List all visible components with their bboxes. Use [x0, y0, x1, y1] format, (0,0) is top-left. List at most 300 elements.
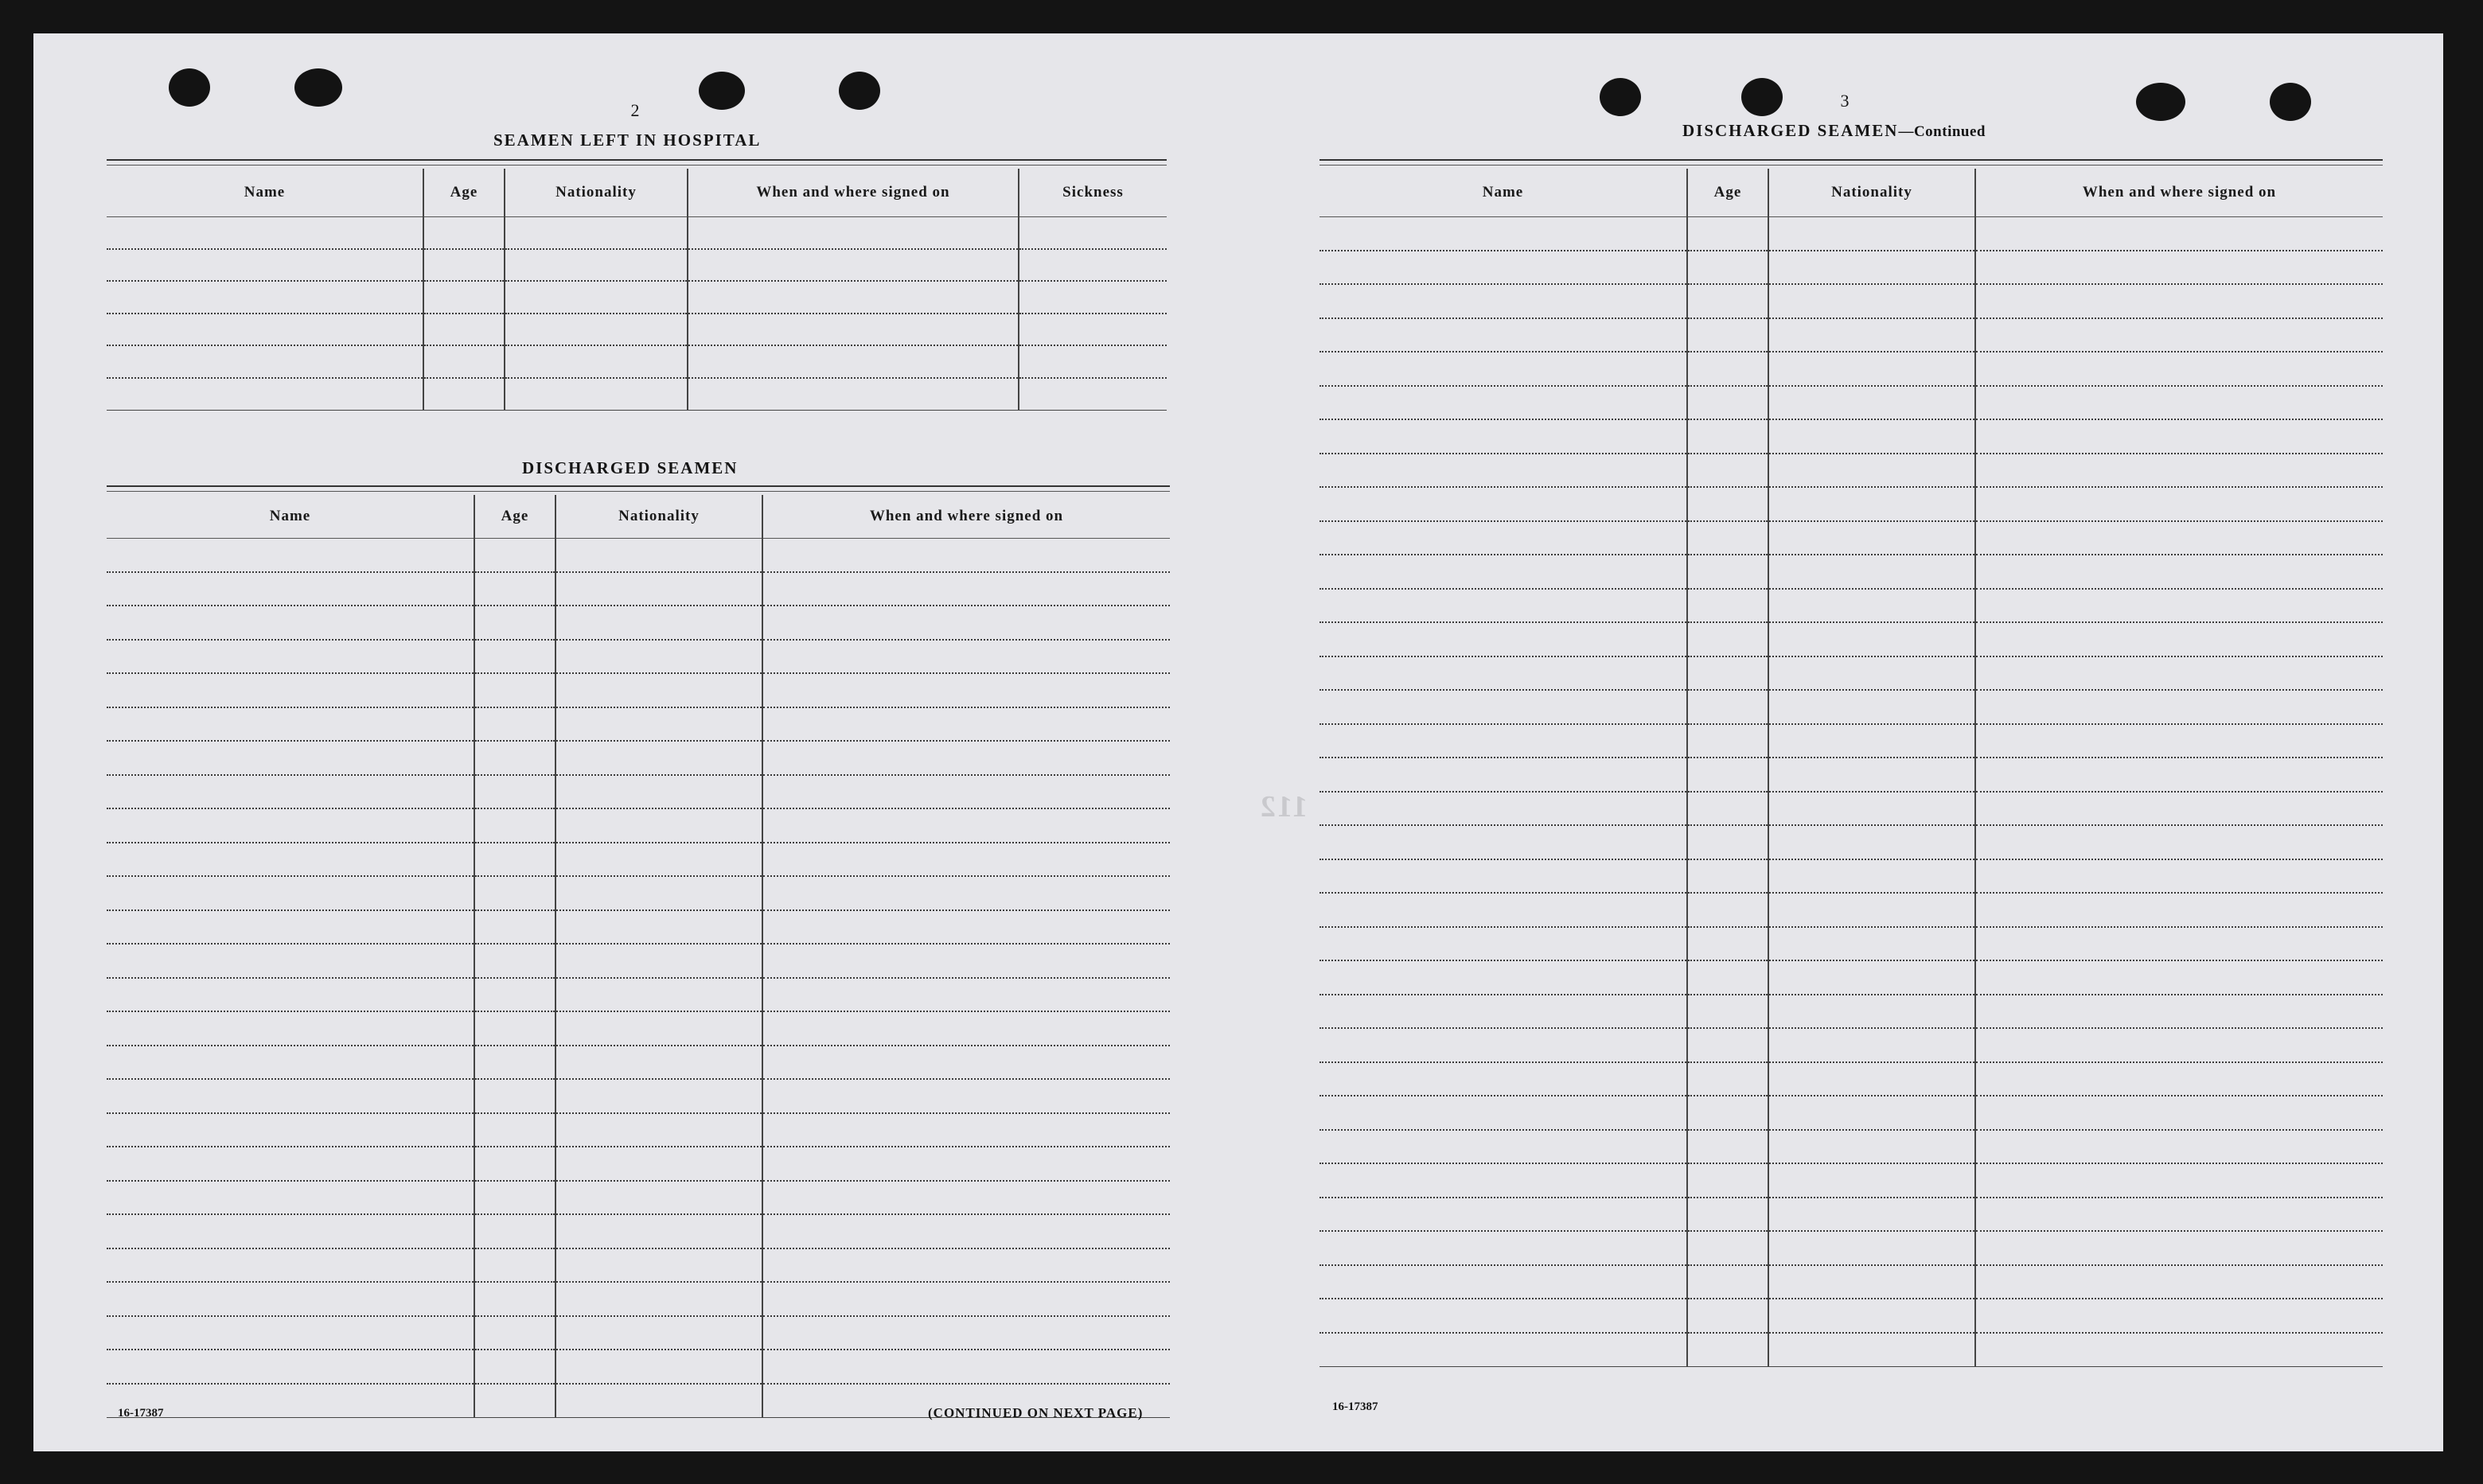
blank-cell — [762, 673, 1170, 707]
blank-cell — [1975, 1198, 2383, 1232]
blank-cell — [1975, 1333, 2383, 1367]
table-row — [107, 1248, 1170, 1283]
discharged-top-rule — [107, 485, 1170, 487]
table-row — [1319, 419, 2383, 454]
table-row — [107, 944, 1170, 978]
blank-cell — [1019, 314, 1167, 346]
blank-cell — [107, 281, 423, 314]
blank-cell — [1319, 1130, 1687, 1164]
blank-cell — [1975, 1299, 2383, 1333]
table-row — [1319, 284, 2383, 318]
column-header-nationality: Nationality — [505, 169, 688, 216]
blank-cell — [1319, 1299, 1687, 1333]
blank-cell — [1319, 758, 1687, 792]
blank-cell — [1975, 352, 2383, 386]
table-row — [107, 1316, 1170, 1350]
blank-cell — [762, 538, 1170, 572]
blank-cell — [1319, 1333, 1687, 1367]
table-row — [107, 741, 1170, 775]
blank-cell — [1319, 487, 1687, 521]
discharged-table — [107, 495, 1170, 1418]
blank-cell — [1768, 893, 1975, 927]
blank-cell — [474, 1384, 555, 1418]
blank-cell — [1319, 1163, 1687, 1198]
blank-cell — [1687, 927, 1768, 961]
table-row — [1319, 521, 2383, 555]
blank-cell — [1768, 1163, 1975, 1198]
blank-cell — [1019, 216, 1167, 249]
blank-cell — [762, 572, 1170, 606]
blank-cell — [1319, 927, 1687, 961]
blank-cell — [555, 1011, 762, 1046]
right-top-rule-thin — [1319, 165, 2383, 166]
blank-cell — [1768, 656, 1975, 691]
punch-hole — [2136, 83, 2185, 121]
blank-cell — [762, 843, 1170, 877]
table-row — [107, 1282, 1170, 1316]
table-row — [107, 707, 1170, 742]
blank-cell — [688, 345, 1019, 378]
blank-cell — [474, 1113, 555, 1147]
blank-cell — [474, 808, 555, 843]
blank-cell — [1319, 960, 1687, 995]
table-row — [107, 843, 1170, 877]
punch-hole — [1600, 78, 1641, 116]
punch-hole — [294, 68, 342, 107]
blank-cell — [555, 1181, 762, 1215]
blank-cell — [1768, 927, 1975, 961]
blank-cell — [1687, 1333, 1768, 1367]
blank-cell — [762, 640, 1170, 674]
blank-cell — [107, 572, 474, 606]
blank-cell — [1687, 758, 1768, 792]
blank-cell — [1768, 1265, 1975, 1299]
table-row — [107, 775, 1170, 809]
blank-cell — [1768, 352, 1975, 386]
blank-cell — [1975, 758, 2383, 792]
table-row — [107, 876, 1170, 910]
table-row — [107, 314, 1167, 346]
blank-cell — [474, 1282, 555, 1316]
blank-cell — [762, 1248, 1170, 1283]
blank-cell — [555, 1350, 762, 1384]
blank-cell — [1687, 1299, 1768, 1333]
blank-cell — [762, 1282, 1170, 1316]
column-header-nationality: Nationality — [555, 495, 762, 538]
table-row — [1319, 1096, 2383, 1130]
blank-cell — [555, 673, 762, 707]
blank-cell — [1687, 825, 1768, 859]
right-form-number: 16-17387 — [1332, 1400, 1378, 1413]
blank-cell — [1319, 1062, 1687, 1096]
blank-cell — [1975, 927, 2383, 961]
blank-cell — [107, 216, 423, 249]
table-row — [1319, 927, 2383, 961]
blank-cell — [1319, 1028, 1687, 1062]
blank-cell — [423, 281, 505, 314]
blank-cell — [762, 808, 1170, 843]
blank-cell — [1768, 1299, 1975, 1333]
column-header-sickness: Sickness — [1019, 169, 1167, 216]
blank-cell — [1975, 555, 2383, 589]
table-row — [1319, 589, 2383, 623]
blank-cell — [1687, 1130, 1768, 1164]
hospital-section-title: SEAMEN LEFT IN HOSPITAL — [493, 130, 762, 150]
blank-cell — [1975, 1231, 2383, 1265]
blank-cell — [474, 707, 555, 742]
table-row — [107, 640, 1170, 674]
blank-cell — [1975, 251, 2383, 285]
blank-cell — [1768, 521, 1975, 555]
table-row — [107, 1113, 1170, 1147]
blank-cell — [1975, 1163, 2383, 1198]
blank-cell — [1019, 378, 1167, 411]
blank-cell — [762, 1214, 1170, 1248]
blank-cell — [107, 978, 474, 1012]
table-row — [1319, 1231, 2383, 1265]
blank-cell — [1319, 555, 1687, 589]
blank-cell — [1319, 1198, 1687, 1232]
blank-cell — [107, 707, 474, 742]
blank-cell — [1319, 995, 1687, 1029]
blank-cell — [1768, 1231, 1975, 1265]
blank-cell — [1975, 724, 2383, 758]
blank-cell — [762, 775, 1170, 809]
table-row — [1319, 825, 2383, 859]
blank-cell — [474, 673, 555, 707]
table-row — [1319, 1130, 2383, 1164]
blank-cell — [1687, 1096, 1768, 1130]
blank-cell — [1687, 1028, 1768, 1062]
blank-cell — [1687, 386, 1768, 420]
blank-cell — [762, 910, 1170, 945]
blank-cell — [1768, 724, 1975, 758]
table-row — [1319, 1163, 2383, 1198]
blank-cell — [107, 944, 474, 978]
blank-cell — [1319, 1265, 1687, 1299]
blank-cell — [107, 876, 474, 910]
blank-cell — [1687, 454, 1768, 488]
bleed-through-text: 112 — [1259, 790, 1308, 824]
blank-cell — [1319, 792, 1687, 826]
blank-cell — [505, 314, 688, 346]
table-row — [107, 345, 1167, 378]
blank-cell — [1768, 995, 1975, 1029]
blank-cell — [1319, 622, 1687, 656]
table-row — [107, 1181, 1170, 1215]
blank-cell — [1975, 216, 2383, 251]
blank-cell — [423, 216, 505, 249]
blank-cell — [688, 378, 1019, 411]
blank-cell — [555, 707, 762, 742]
blank-cell — [1975, 487, 2383, 521]
blank-cell — [1687, 1265, 1768, 1299]
blank-cell — [1975, 521, 2383, 555]
blank-cell — [555, 978, 762, 1012]
blank-cell — [1975, 1130, 2383, 1164]
blank-cell — [107, 1079, 474, 1113]
blank-cell — [1687, 724, 1768, 758]
table-row — [107, 1214, 1170, 1248]
blank-cell — [107, 1350, 474, 1384]
hospital-table — [107, 169, 1167, 411]
blank-cell — [1768, 1028, 1975, 1062]
blank-cell — [1768, 589, 1975, 623]
blank-cell — [1687, 656, 1768, 691]
blank-cell — [1768, 386, 1975, 420]
blank-cell — [474, 1316, 555, 1350]
blank-cell — [555, 1113, 762, 1147]
blank-cell — [1319, 859, 1687, 894]
blank-cell — [1319, 893, 1687, 927]
blank-cell — [555, 775, 762, 809]
discharged-continued-title — [1682, 121, 1986, 141]
blank-cell — [762, 1079, 1170, 1113]
blank-cell — [762, 1011, 1170, 1046]
blank-cell — [555, 910, 762, 945]
table-row — [1319, 487, 2383, 521]
blank-cell — [1319, 1096, 1687, 1130]
blank-cell — [474, 1181, 555, 1215]
punch-hole — [2270, 83, 2311, 121]
blank-cell — [1975, 386, 2383, 420]
blank-cell — [1319, 454, 1687, 488]
blank-cell — [1687, 251, 1768, 285]
blank-cell — [1975, 995, 2383, 1029]
blank-cell — [1687, 690, 1768, 724]
blank-cell — [1687, 284, 1768, 318]
table-row — [1319, 1028, 2383, 1062]
blank-cell — [555, 538, 762, 572]
blank-cell — [1319, 251, 1687, 285]
blank-cell — [107, 1113, 474, 1147]
blank-cell — [474, 572, 555, 606]
blank-cell — [107, 1147, 474, 1181]
blank-cell — [1319, 284, 1687, 318]
table-row — [107, 281, 1167, 314]
table-row — [107, 538, 1170, 572]
blank-cell — [1687, 792, 1768, 826]
blank-cell — [107, 910, 474, 945]
blank-cell — [1687, 1163, 1768, 1198]
blank-cell — [1768, 825, 1975, 859]
discharged-continued-title-main: DISCHARGED SEAMEN — [1682, 121, 1899, 140]
blank-cell — [1975, 960, 2383, 995]
hospital-top-rule-thin — [107, 165, 1167, 166]
blank-cell — [555, 1384, 762, 1418]
blank-cell — [107, 249, 423, 282]
right-page-number: 3 — [1840, 91, 1850, 111]
blank-cell — [688, 216, 1019, 249]
blank-cell — [1319, 589, 1687, 623]
blank-cell — [423, 314, 505, 346]
continued-label: —Continued — [1898, 123, 1986, 140]
blank-cell — [1975, 656, 2383, 691]
blank-cell — [762, 1147, 1170, 1181]
blank-cell — [1687, 352, 1768, 386]
blank-cell — [1768, 419, 1975, 454]
blank-cell — [423, 378, 505, 411]
blank-cell — [555, 1046, 762, 1080]
blank-cell — [1975, 1265, 2383, 1299]
blank-cell — [1975, 589, 2383, 623]
blank-cell — [1319, 1231, 1687, 1265]
blank-cell — [762, 1046, 1170, 1080]
table-row — [1319, 454, 2383, 488]
blank-cell — [762, 707, 1170, 742]
table-row — [1319, 1265, 2383, 1299]
blank-cell — [474, 910, 555, 945]
blank-cell — [107, 775, 474, 809]
punch-hole — [699, 72, 745, 110]
column-header-signed-on: When and where signed on — [1975, 169, 2383, 216]
table-row — [1319, 893, 2383, 927]
table-row — [1319, 555, 2383, 589]
blank-cell — [1768, 1333, 1975, 1367]
blank-cell — [762, 741, 1170, 775]
table-row — [107, 249, 1167, 282]
blank-cell — [474, 640, 555, 674]
blank-cell — [688, 249, 1019, 282]
table-row — [107, 910, 1170, 945]
table-row — [1319, 1062, 2383, 1096]
blank-cell — [107, 1011, 474, 1046]
blank-cell — [555, 741, 762, 775]
blank-cell — [1019, 345, 1167, 378]
table-row — [1319, 656, 2383, 691]
column-header-signed-on: When and where signed on — [688, 169, 1019, 216]
column-header-age: Age — [474, 495, 555, 538]
table-row — [107, 673, 1170, 707]
blank-cell — [474, 876, 555, 910]
blank-cell — [1768, 690, 1975, 724]
blank-cell — [107, 314, 423, 346]
blank-cell — [555, 1079, 762, 1113]
blank-cell — [1019, 249, 1167, 282]
blank-cell — [1768, 1130, 1975, 1164]
blank-cell — [1768, 318, 1975, 352]
blank-cell — [1975, 1028, 2383, 1062]
register-sheet — [33, 33, 2443, 1451]
blank-cell — [423, 249, 505, 282]
table-row — [107, 1011, 1170, 1046]
blank-cell — [107, 673, 474, 707]
blank-cell — [1975, 318, 2383, 352]
blank-cell — [1687, 487, 1768, 521]
blank-cell — [1319, 825, 1687, 859]
blank-cell — [107, 1046, 474, 1080]
blank-cell — [1319, 216, 1687, 251]
blank-cell — [474, 1248, 555, 1283]
blank-cell — [1768, 284, 1975, 318]
table-row — [107, 1046, 1170, 1080]
blank-cell — [474, 843, 555, 877]
blank-cell — [107, 843, 474, 877]
blank-cell — [474, 538, 555, 572]
blank-cell — [688, 281, 1019, 314]
blank-cell — [1768, 960, 1975, 995]
blank-cell — [107, 640, 474, 674]
table-row — [1319, 352, 2383, 386]
blank-cell — [762, 1350, 1170, 1384]
blank-cell — [474, 1350, 555, 1384]
blank-cell — [762, 944, 1170, 978]
blank-cell — [474, 1046, 555, 1080]
blank-cell — [1975, 1062, 2383, 1096]
blank-cell — [1319, 419, 1687, 454]
table-row — [107, 1079, 1170, 1113]
column-header-nationality: Nationality — [1768, 169, 1975, 216]
blank-cell — [1687, 555, 1768, 589]
blank-cell — [1687, 318, 1768, 352]
blank-cell — [1319, 521, 1687, 555]
continued-footnote: (CONTINUED ON NEXT PAGE) — [928, 1405, 1144, 1420]
blank-cell — [474, 606, 555, 640]
table-row — [1319, 251, 2383, 285]
blank-cell — [1687, 622, 1768, 656]
blank-cell — [1768, 487, 1975, 521]
blank-cell — [555, 606, 762, 640]
blank-cell — [1975, 284, 2383, 318]
blank-cell — [1687, 995, 1768, 1029]
column-header-name: Name — [107, 495, 474, 538]
blank-cell — [762, 978, 1170, 1012]
table-row — [107, 572, 1170, 606]
blank-cell — [555, 843, 762, 877]
blank-cell — [1019, 281, 1167, 314]
column-header-signed-on: When and where signed on — [762, 495, 1170, 538]
blank-cell — [1768, 1198, 1975, 1232]
blank-cell — [1319, 656, 1687, 691]
left-page-number: 2 — [630, 100, 640, 120]
blank-cell — [1687, 1198, 1768, 1232]
blank-cell — [107, 1316, 474, 1350]
blank-cell — [1687, 1231, 1768, 1265]
table-row — [107, 378, 1167, 411]
table-row — [1319, 1198, 2383, 1232]
blank-cell — [762, 1181, 1170, 1215]
blank-cell — [423, 345, 505, 378]
blank-cell — [762, 876, 1170, 910]
blank-cell — [762, 1316, 1170, 1350]
blank-cell — [555, 944, 762, 978]
blank-cell — [1975, 454, 2383, 488]
discharged-section-title: DISCHARGED SEAMEN — [522, 458, 739, 477]
column-header-age: Age — [1687, 169, 1768, 216]
blank-cell — [1687, 589, 1768, 623]
blank-cell — [1768, 758, 1975, 792]
blank-cell — [1975, 690, 2383, 724]
blank-cell — [107, 606, 474, 640]
blank-cell — [1687, 1062, 1768, 1096]
blank-cell — [1768, 1062, 1975, 1096]
table-row — [1319, 216, 2383, 251]
blank-cell — [107, 345, 423, 378]
blank-cell — [1768, 251, 1975, 285]
table-row — [1319, 792, 2383, 826]
table-row — [107, 1147, 1170, 1181]
blank-cell — [474, 775, 555, 809]
blank-cell — [1975, 622, 2383, 656]
blank-cell — [1975, 419, 2383, 454]
blank-cell — [505, 378, 688, 411]
blank-cell — [688, 314, 1019, 346]
blank-cell — [555, 1248, 762, 1283]
punch-hole — [1741, 78, 1783, 116]
table-row — [1319, 1299, 2383, 1333]
blank-cell — [555, 1316, 762, 1350]
blank-cell — [1687, 521, 1768, 555]
